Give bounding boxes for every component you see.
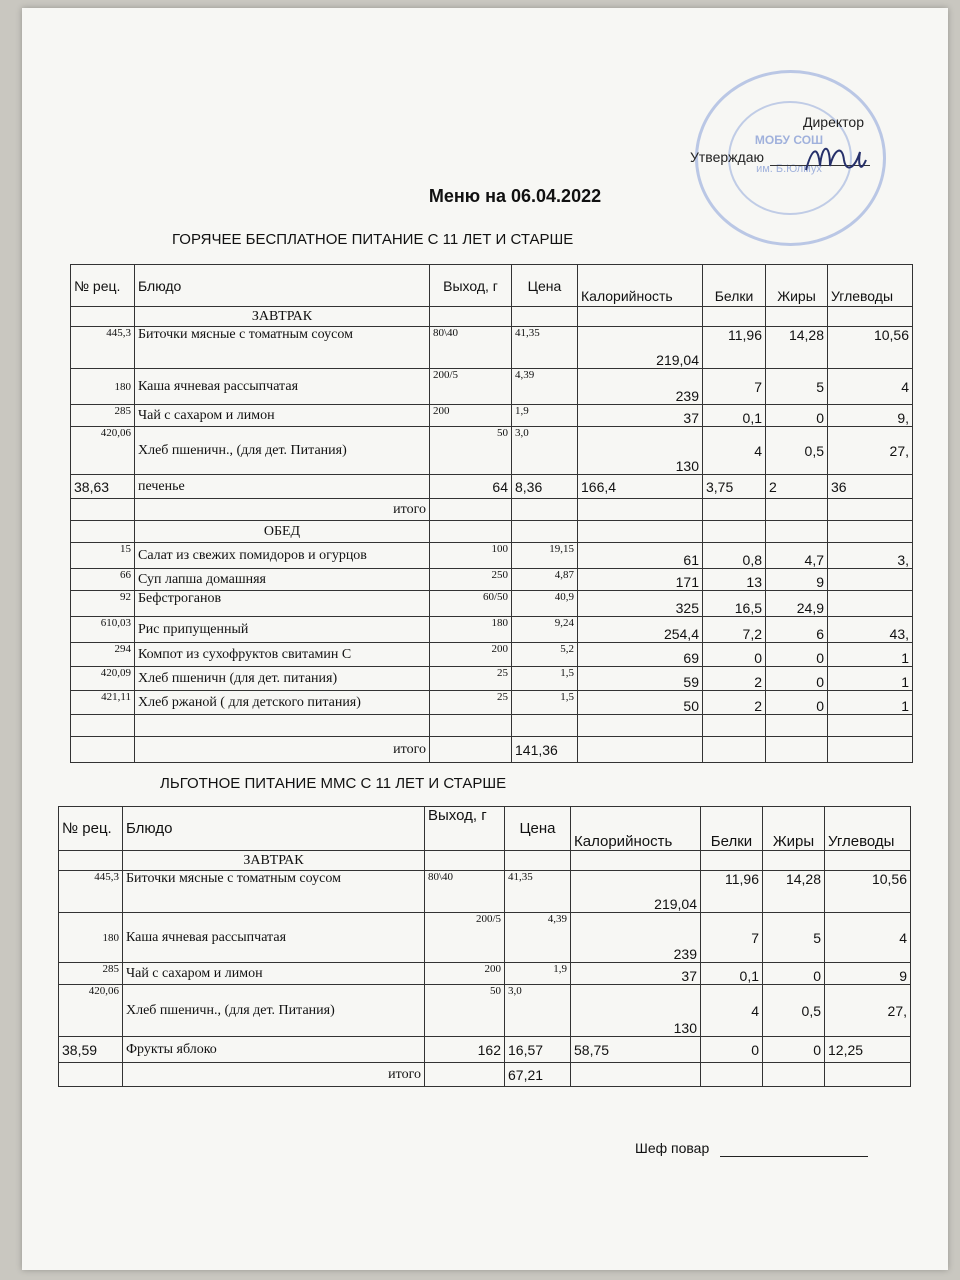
table-row [71, 475, 913, 499]
cell-price: 3,0 [512, 427, 578, 475]
col-header-rec: № рец. [59, 807, 123, 851]
total-row [59, 1063, 911, 1087]
cell-price: 5,2 [512, 643, 578, 667]
cell-output: 80\40 [425, 871, 505, 913]
cell-price: 1,9 [505, 963, 571, 985]
total-label: итого [123, 1063, 425, 1087]
table-row [71, 667, 913, 691]
table-row [71, 569, 913, 591]
cell-protein: 7 [701, 913, 763, 963]
cell-calories: 254,4 [578, 617, 703, 643]
section-label-breakfast: ЗАВТРАК [123, 851, 425, 871]
cell-output: 50 [425, 985, 505, 1037]
table-row [71, 691, 913, 715]
cell-price: 40,9 [512, 591, 578, 617]
cell-rec: 180 [59, 913, 123, 963]
cell-output: 80\40 [430, 327, 512, 369]
cell-output: 200 [430, 643, 512, 667]
cell-rec: 92 [71, 591, 135, 617]
cell-price: 4,87 [512, 569, 578, 591]
col-header-price: Цена [505, 807, 571, 851]
cell-carbs: 10,56 [828, 327, 913, 369]
cell-carbs: 9 [825, 963, 911, 985]
total-price-lunch: 141,36 [512, 737, 578, 763]
cell-protein: 3,75 [703, 475, 766, 499]
cell-fat: 14,28 [763, 871, 825, 913]
cell-calories: 171 [578, 569, 703, 591]
table-row [71, 327, 913, 369]
col-header-fat: Жиры [766, 265, 828, 307]
cell-rec: 420,06 [71, 427, 135, 475]
cell-rec: 38,59 [59, 1037, 123, 1063]
cell-carbs: 12,25 [825, 1037, 911, 1063]
cell-carbs: 1 [828, 643, 913, 667]
page-title: Меню на 06.04.2022 [428, 186, 602, 206]
cell-price: 1,5 [512, 691, 578, 715]
cell-calories: 130 [578, 427, 703, 475]
cell-protein: 11,96 [703, 327, 766, 369]
table-row [71, 543, 913, 569]
cell-dish: Каша ячневая рассыпчатая [135, 369, 430, 405]
col-header-carbs: Углеводы [828, 265, 913, 307]
cell-carbs: 36 [828, 475, 913, 499]
cell-output: 250 [430, 569, 512, 591]
menu-table-free [70, 264, 913, 763]
cell-price: 19,15 [512, 543, 578, 569]
cell-output: 200 [430, 405, 512, 427]
cell-price: 16,57 [505, 1037, 571, 1063]
stamp-text-line2: им. Б.Юлмух [756, 163, 822, 175]
cell-fat: 0 [766, 691, 828, 715]
cell-carbs: 4 [825, 913, 911, 963]
cell-rec: 420,09 [71, 667, 135, 691]
cell-output: 25 [430, 667, 512, 691]
cell-protein: 0 [703, 643, 766, 667]
total-label: итого [135, 737, 430, 763]
table-row [71, 591, 913, 617]
col-header-protein: Белки [703, 265, 766, 307]
cell-rec: 420,06 [59, 985, 123, 1037]
cell-fat: 14,28 [766, 327, 828, 369]
cell-calories: 219,04 [571, 871, 701, 913]
cell-carbs [828, 591, 913, 617]
cell-output: 64 [430, 475, 512, 499]
cell-dish: Хлеб ржаной ( для детского питания) [135, 691, 430, 715]
cell-calories: 325 [578, 591, 703, 617]
total-row-breakfast [71, 499, 913, 521]
cell-carbs: 27, [825, 985, 911, 1037]
section2-title: ЛЬГОТНОЕ ПИТАНИЕ ММС С 11 ЛЕТ И СТАРШЕ [160, 775, 507, 792]
cell-calories: 239 [571, 913, 701, 963]
cell-output: 25 [430, 691, 512, 715]
section-row-breakfast [71, 307, 913, 327]
cell-rec: 38,63 [71, 475, 135, 499]
section-label-lunch: ОБЕД [135, 521, 430, 543]
table-row [59, 963, 911, 985]
empty-row [71, 715, 913, 737]
col-header-output: Выход, г [430, 265, 512, 307]
cell-price: 3,0 [505, 985, 571, 1037]
cell-price: 9,24 [512, 617, 578, 643]
cell-rec: 610,03 [71, 617, 135, 643]
cell-fat: 0 [766, 405, 828, 427]
col-header-dish: Блюдо [135, 265, 430, 307]
director-label: Директор [803, 114, 864, 130]
cell-price: 8,36 [512, 475, 578, 499]
cell-dish: Биточки мясные с томатным соусом [123, 871, 425, 913]
cell-rec: 294 [71, 643, 135, 667]
cell-carbs: 10,56 [825, 871, 911, 913]
cell-dish: печенье [135, 475, 430, 499]
table-row [71, 427, 913, 475]
cell-dish: Салат из свежих помидоров и огурцов [135, 543, 430, 569]
cell-protein: 7,2 [703, 617, 766, 643]
stamp-text-line1: МОБУ СОШ [754, 133, 824, 147]
cell-dish: Фрукты яблоко [123, 1037, 425, 1063]
cell-rec: 180 [71, 369, 135, 405]
cell-protein: 11,96 [701, 871, 763, 913]
cell-carbs: 1 [828, 691, 913, 715]
col-header-rec: № рец. [71, 265, 135, 307]
cell-dish: Рис припущенный [135, 617, 430, 643]
cell-rec: 15 [71, 543, 135, 569]
col-header-dish: Блюдо [123, 807, 425, 851]
cell-fat: 4,7 [766, 543, 828, 569]
cell-fat: 5 [766, 369, 828, 405]
table-row [71, 643, 913, 667]
cell-protein: 0,1 [703, 405, 766, 427]
cell-rec: 285 [71, 405, 135, 427]
cell-price: 1,5 [512, 667, 578, 691]
cell-output: 162 [425, 1037, 505, 1063]
cell-price: 4,39 [512, 369, 578, 405]
cell-carbs: 3, [828, 543, 913, 569]
col-header-price: Цена [512, 265, 578, 307]
cell-fat: 9 [766, 569, 828, 591]
cell-carbs: 43, [828, 617, 913, 643]
cell-dish: Чай с сахаром и лимон [123, 963, 425, 985]
total-label: итого [135, 499, 430, 521]
section-row-breakfast [59, 851, 911, 871]
cell-price: 41,35 [505, 871, 571, 913]
cell-dish: Суп лапша домашняя [135, 569, 430, 591]
cell-output: 60/50 [430, 591, 512, 617]
cell-dish: Биточки мясные с томатным соусом [135, 327, 430, 369]
table-row [59, 871, 911, 913]
cell-calories: 219,04 [578, 327, 703, 369]
menu-table-benefit [58, 806, 911, 1087]
cell-fat: 6 [766, 617, 828, 643]
total-row-lunch [71, 737, 913, 763]
cell-fat: 0 [766, 643, 828, 667]
table-row [59, 913, 911, 963]
cell-protein: 0,8 [703, 543, 766, 569]
cell-carbs: 27, [828, 427, 913, 475]
col-header-output: Выход, г [425, 807, 505, 851]
cell-calories: 239 [578, 369, 703, 405]
col-header-calories: Калорийность [571, 807, 701, 851]
chef-label: Шеф повар [635, 1140, 710, 1156]
table-row [59, 985, 911, 1037]
chef-signature-line [720, 1156, 868, 1157]
cell-price: 41,35 [512, 327, 578, 369]
col-header-carbs: Углеводы [825, 807, 911, 851]
cell-protein: 0 [701, 1037, 763, 1063]
table-header-row [71, 265, 913, 307]
cell-calories: 61 [578, 543, 703, 569]
cell-carbs: 1 [828, 667, 913, 691]
cell-calories: 37 [571, 963, 701, 985]
cell-protein: 4 [701, 985, 763, 1037]
cell-dish: Бефстроганов [135, 591, 430, 617]
cell-dish: Чай с сахаром и лимон [135, 405, 430, 427]
total-price: 67,21 [505, 1063, 571, 1087]
cell-fat: 24,9 [766, 591, 828, 617]
cell-rec: 421,11 [71, 691, 135, 715]
cell-price: 1,9 [512, 405, 578, 427]
cell-protein: 2 [703, 667, 766, 691]
table-row [59, 1037, 911, 1063]
table-row [71, 617, 913, 643]
cell-dish: Компот из сухофруктов свитамин С [135, 643, 430, 667]
cell-output: 100 [430, 543, 512, 569]
cell-output: 180 [430, 617, 512, 643]
cell-protein: 0,1 [701, 963, 763, 985]
cell-calories: 130 [571, 985, 701, 1037]
cell-protein: 7 [703, 369, 766, 405]
cell-protein: 4 [703, 427, 766, 475]
approve-label: Утверждаю [690, 149, 764, 165]
cell-rec: 445,3 [59, 871, 123, 913]
section1-title: ГОРЯЧЕЕ БЕСПЛАТНОЕ ПИТАНИЕ С 11 ЛЕТ И СТАРШЕ [172, 231, 574, 248]
cell-rec: 285 [59, 963, 123, 985]
cell-calories: 58,75 [571, 1037, 701, 1063]
section-row-lunch [71, 521, 913, 543]
cell-protein: 2 [703, 691, 766, 715]
cell-dish: Хлеб пшеничн., (для дет. Питания) [123, 985, 425, 1037]
cell-output: 200/5 [430, 369, 512, 405]
cell-price: 4,39 [505, 913, 571, 963]
cell-calories: 166,4 [578, 475, 703, 499]
cell-rec: 66 [71, 569, 135, 591]
cell-carbs: 9, [828, 405, 913, 427]
cell-fat: 5 [763, 913, 825, 963]
cell-fat: 0 [763, 1037, 825, 1063]
cell-output: 50 [430, 427, 512, 475]
cell-calories: 37 [578, 405, 703, 427]
cell-dish: Хлеб пшеничн (для дет. питания) [135, 667, 430, 691]
table-header-row [59, 807, 911, 851]
cell-output: 200/5 [425, 913, 505, 963]
col-header-fat: Жиры [763, 807, 825, 851]
cell-fat: 0,5 [766, 427, 828, 475]
director-signature [800, 130, 870, 185]
col-header-calories: Калорийность [578, 265, 703, 307]
cell-fat: 0 [763, 963, 825, 985]
cell-protein: 13 [703, 569, 766, 591]
col-header-protein: Белки [701, 807, 763, 851]
cell-output: 200 [425, 963, 505, 985]
cell-calories: 59 [578, 667, 703, 691]
cell-calories: 50 [578, 691, 703, 715]
cell-fat: 0,5 [763, 985, 825, 1037]
cell-fat: 2 [766, 475, 828, 499]
cell-protein: 16,5 [703, 591, 766, 617]
cell-fat: 0 [766, 667, 828, 691]
cell-carbs [828, 569, 913, 591]
table-row [71, 369, 913, 405]
cell-carbs: 4 [828, 369, 913, 405]
section-label-breakfast: ЗАВТРАК [135, 307, 430, 327]
cell-dish: Хлеб пшеничн., (для дет. Питания) [135, 427, 430, 475]
cell-rec: 445,3 [71, 327, 135, 369]
cell-dish: Каша ячневая рассыпчатая [123, 913, 425, 963]
cell-calories: 69 [578, 643, 703, 667]
table-row [71, 405, 913, 427]
